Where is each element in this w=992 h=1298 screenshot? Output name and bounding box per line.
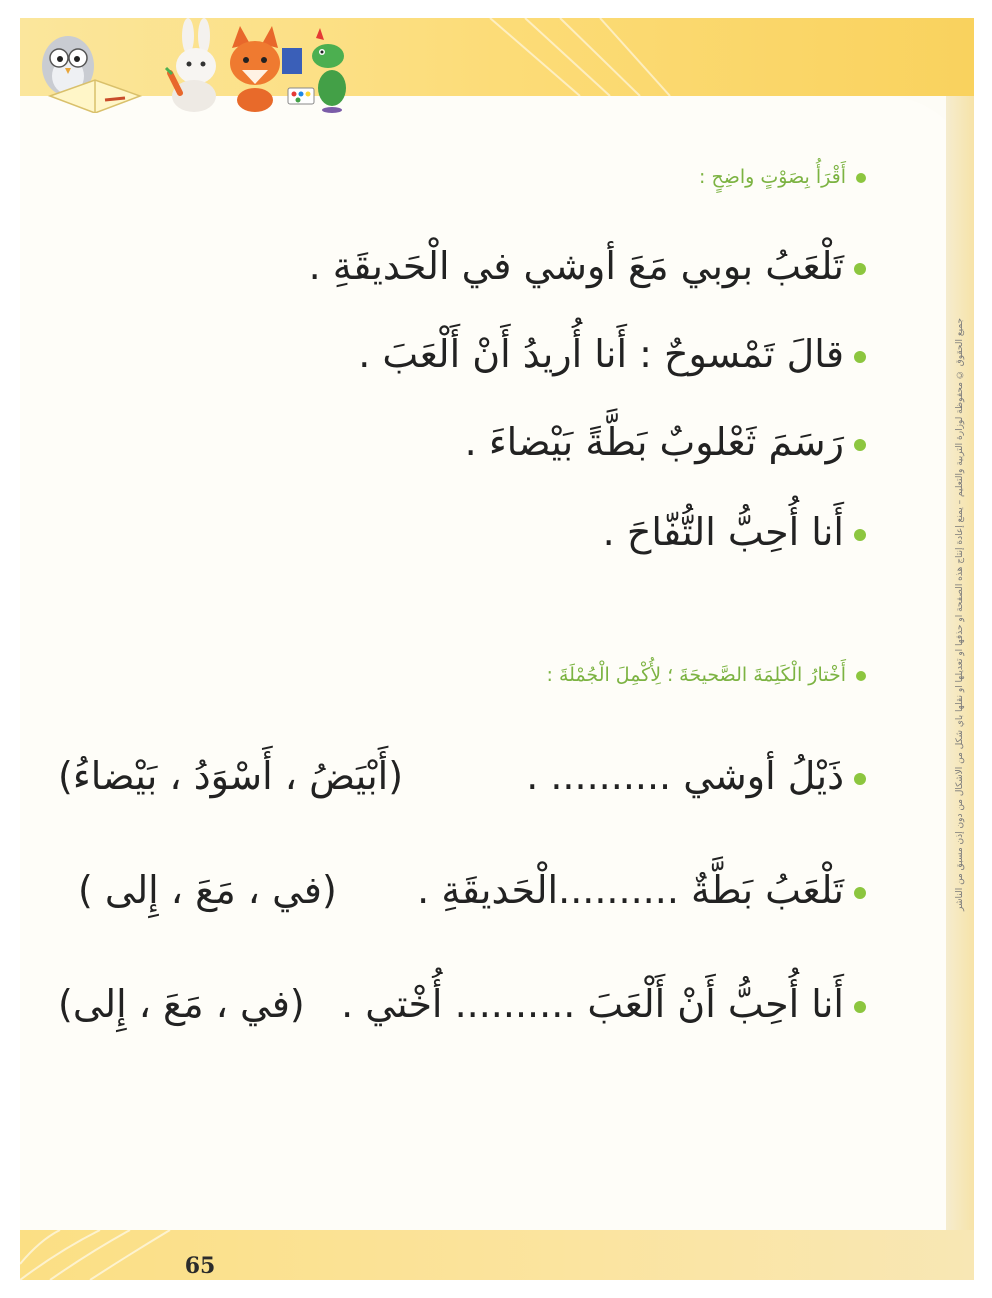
read-sentence [603,502,866,562]
read-sentence [465,412,866,472]
copyright-side-note: جميع الحقوق © محفوظة لوزارة التربية والتعليم – يمنع إعادة إنتاج هذه الصفحة أو حذفها أو تعديلها أو نقلها بأي شكل من الأشكال من دون إذن مسبق من الناشر [955,318,965,912]
fill-blank-sentence [417,860,866,920]
read-sentence [358,324,866,384]
instruction-text: أَقْرَأُ بِصَوْتٍ واضِحٍ : [699,166,846,188]
bullet-icon [856,173,866,183]
fox-icon [230,26,280,112]
footer-rays-decoration [20,1230,974,1280]
cartoon-characters-illustration [20,18,350,113]
textbook-page [20,18,974,1280]
instruction-text: أَخْتارُ الْكَلِمَةَ الصَّحيحَةَ ؛ لِأُكْمِلَ الْجُمْلَةَ : [546,664,846,686]
sentence-text: أَنا أُحِبُّ التُّفّاحَ . [602,510,844,554]
dinosaur-icon [312,28,346,113]
bullet-icon [856,671,866,681]
bullet-icon [854,529,866,541]
read-aloud-instruction [699,166,866,188]
bottom-banner [20,1230,974,1280]
word-options: (أَبْيَضُ ، أَسْوَدُ ، بَيْضاءُ) [58,754,404,798]
bullet-icon [854,773,866,785]
sentence-text: رَسَمَ ثَعْلوبٌ بَطَّةً بَيْضاءَ . [464,420,844,464]
bullet-icon [854,263,866,275]
bullet-icon [854,887,866,899]
fill-blank-sentence [526,746,866,806]
choose-word-instruction [547,664,866,686]
bullet-icon [854,351,866,363]
sentence-text: ذَيْلُ أوشي .......... . [526,754,844,798]
sentence-text: تَلْعَبُ بوبي مَعَ أوشي في الْحَديقَةِ . [308,244,844,288]
page-number: 65 [184,1253,216,1279]
bullet-icon [854,439,866,451]
sentence-text: قالَ تَمْسوحٌ : أَنا أُريدُ أَنْ أَلْعَبَ . [358,332,844,376]
fill-blank-sentence [341,974,866,1034]
paint-box-icon [282,48,314,104]
sentence-text: أَنا أُحِبُّ أَنْ أَلْعَبَ .......... أُخْتي . [341,982,844,1026]
read-sentence [309,236,866,296]
bunny-icon [166,18,216,112]
word-options: (في ، مَعَ ، إِلى) [58,982,305,1026]
word-options: (في ، مَعَ ، إِلى ) [78,868,337,912]
bullet-icon [854,1001,866,1013]
sentence-text: تَلْعَبُ بَطَّةٌ ..........الْحَديقَةِ . [417,868,844,912]
